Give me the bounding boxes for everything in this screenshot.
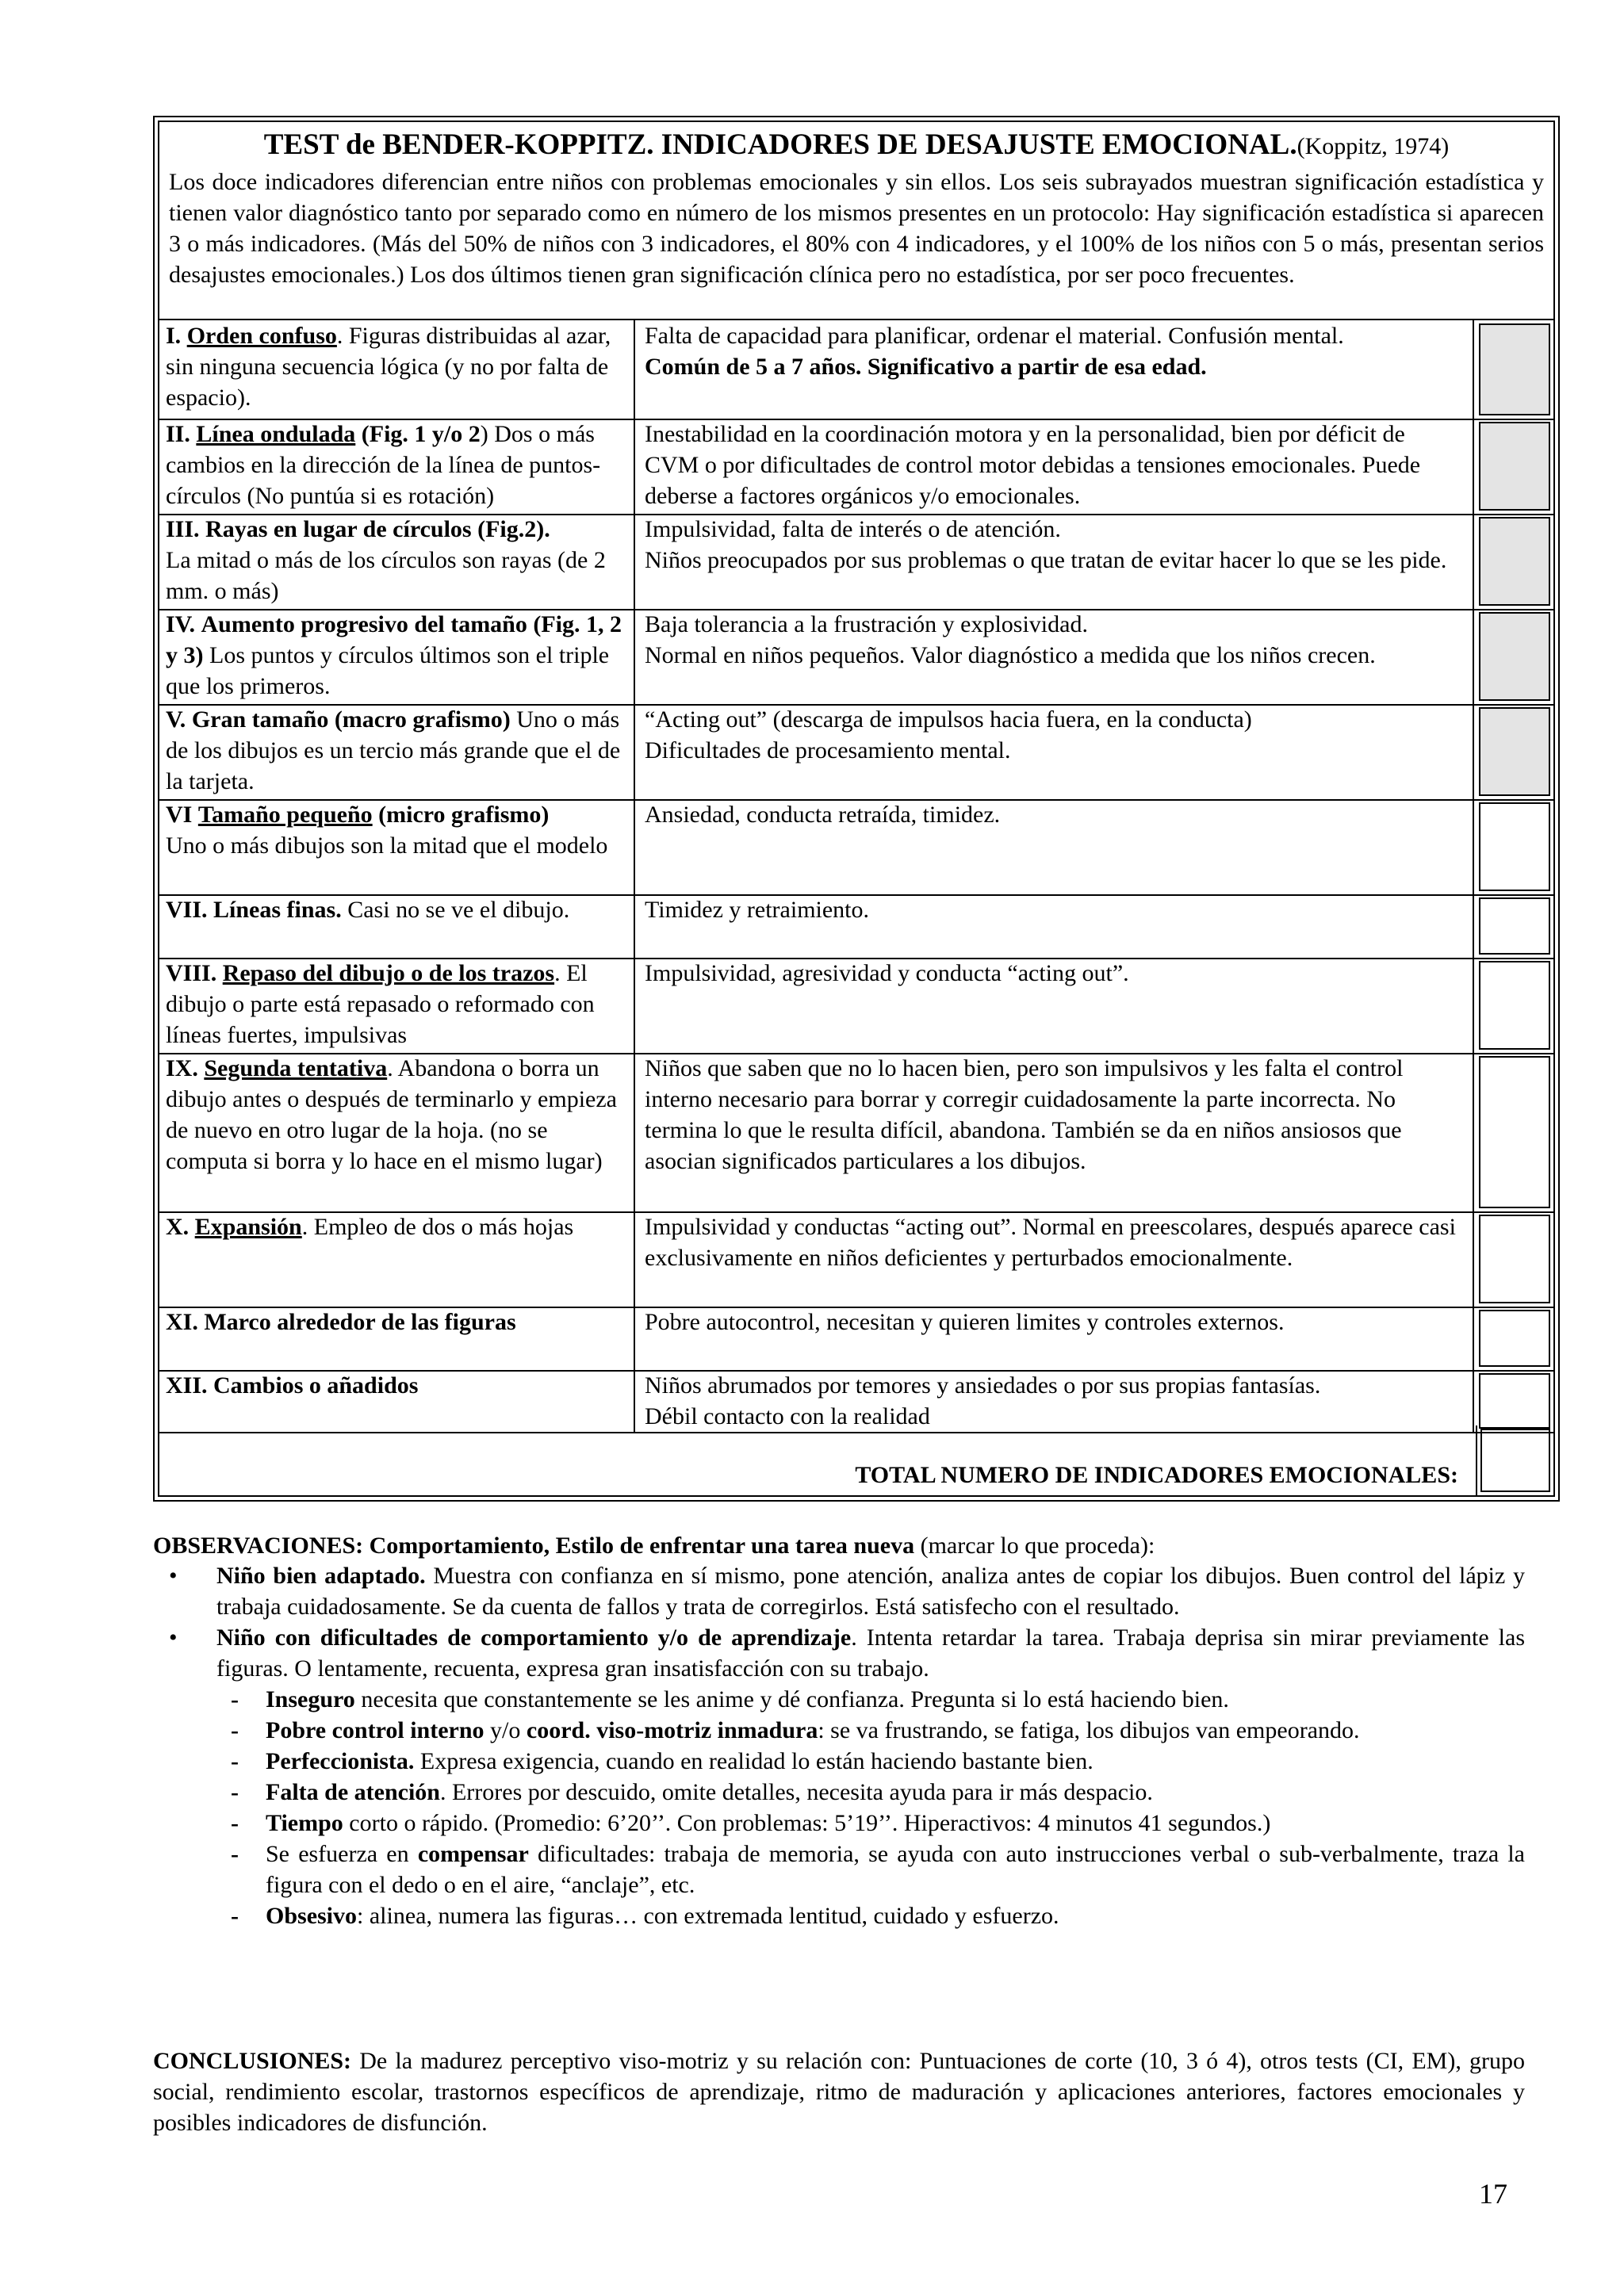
- table-row: [159, 609, 1553, 706]
- score-cell[interactable]: [1476, 799, 1553, 894]
- score-cell[interactable]: [1476, 1370, 1553, 1432]
- table-title: TEST de BENDER-KOPPITZ. INDICADORES DE DESAJUSTE EMOCIONAL.(Koppitz, 1974): [263, 128, 1450, 161]
- table-row: [159, 894, 1553, 959]
- meaning-cell: Falta de capacidad para planificar, ordenar el material. Confusión mental. Común de 5 a 7 años. Significativo a partir de esa edad.: [637, 320, 1474, 419]
- table-row: [159, 1307, 1553, 1372]
- conclusions-paragraph: CONCLUSIONES: De la madurez perceptivo viso-motriz y su relación con: Puntuaciones de corte (10, 3 ó 4), otros tests (CI, EM), grupo social, rendimiento escolar, trastornos específicos de aprendizaje, ritmo de maduración y aplicaciones anteriores, factores emocionales y posibles indicadores de disfunción.: [153, 2048, 1525, 2136]
- table-row: [159, 1370, 1553, 1433]
- sub-list-item: - Falta de atención. Errores por descuido, omite detalles, necesita ayuda para ir más despacio.: [216, 1777, 1525, 1808]
- meaning-cell: Ansiedad, conducta retraída, timidez.: [637, 799, 1474, 894]
- total-row: [159, 1425, 1553, 1495]
- score-cell[interactable]: [1476, 1211, 1553, 1307]
- sub-list: [216, 1684, 1525, 1931]
- indicator-cell: II. Línea ondulada (Fig. 1 y/o 2) Dos o más cambios en la dirección de la línea de puntos-círculos (No puntúa si es rotación): [159, 419, 635, 514]
- indicator-cell: XI. Marco alrededor de las figuras: [159, 1307, 635, 1370]
- score-cell[interactable]: [1476, 419, 1553, 514]
- meaning-cell: Pobre autocontrol, necesitan y quieren limites y controles externos.: [637, 1307, 1474, 1370]
- score-box[interactable]: [1479, 323, 1550, 415]
- observations-list: [153, 1560, 1525, 1931]
- score-cell[interactable]: [1476, 514, 1553, 609]
- meaning-cell: Impulsividad, agresividad y conducta “acting out”.: [637, 958, 1474, 1053]
- sub-list-item: - Inseguro necesita que constantemente se les anime y dé confianza. Pregunta si lo está haciendo bien.: [216, 1684, 1525, 1715]
- sub-list-item: - Tiempo corto o rápido. (Promedio: 6’20’’. Con problemas: 5’19’’. Hiperactivos: 4 minutos 41 segundos.): [216, 1808, 1525, 1839]
- score-box[interactable]: [1479, 802, 1550, 891]
- meaning-cell: Inestabilidad en la coordinación motora y en la personalidad, bien por déficit de CVM o por dificultades de control motor debidas a tensiones emocionales. Puede deberse a factores orgánicos y/o emocionales.: [637, 419, 1474, 514]
- sub-list-item: - Se esfuerza en compensar dificultades: trabaja de memoria, se ayuda con auto instrucciones verbal o sub-verbalmente, traza la figura con el dedo o en el aire, “anclaje”, etc.: [216, 1839, 1525, 1900]
- score-box[interactable]: [1479, 517, 1550, 606]
- total-score-box[interactable]: [1480, 1429, 1550, 1492]
- indicator-cell: V. Gran tamaño (macro grafismo) Uno o más de los dibujos es un tercio más grande que el de la tarjeta.: [159, 704, 635, 799]
- meaning-cell: Niños abrumados por temores y ansiedades o por sus propias fantasías. Débil contacto con la realidad: [637, 1370, 1474, 1432]
- table-header: [159, 122, 1553, 320]
- indicator-cell: I. Orden confuso. Figuras distribuidas al azar, sin ninguna secuencia lógica (y no por falta de espacio).: [159, 320, 635, 419]
- meaning-cell: Timidez y retraimiento.: [637, 894, 1474, 958]
- score-cell[interactable]: [1476, 704, 1553, 799]
- score-box[interactable]: [1479, 897, 1550, 955]
- table-row: [159, 320, 1553, 420]
- score-cell[interactable]: [1476, 1053, 1553, 1211]
- table-row: [159, 958, 1553, 1054]
- indicator-cell: XII. Cambios o añadidos: [159, 1370, 635, 1432]
- score-cell[interactable]: [1476, 609, 1553, 704]
- total-label: TOTAL NUMERO DE INDICADORES EMOCIONALES:: [855, 1462, 1458, 1488]
- indicator-cell: VI Tamaño pequeño (micro grafismo) Uno o más dibujos son la mitad que el modelo: [159, 799, 635, 894]
- score-cell[interactable]: [1476, 894, 1553, 958]
- observations-title: OBSERVACIONES: Comportamiento, Estilo de enfrentar una tarea nueva (marcar lo que proceda):: [153, 1533, 1155, 1559]
- table-row: [159, 799, 1553, 896]
- score-box[interactable]: [1479, 1373, 1550, 1429]
- sub-list-item: - Pobre control interno y/o coord. viso-motriz inmadura: se va frustrando, se fatiga, los dibujos van empeorando.: [216, 1715, 1525, 1746]
- table-row: [159, 1211, 1553, 1308]
- meaning-cell: Impulsividad y conductas “acting out”. Normal en preescolares, después aparece casi exclusivamente en niños deficientes y perturbados emocionalmente.: [637, 1211, 1474, 1307]
- score-box[interactable]: [1479, 422, 1550, 511]
- table-row: [159, 514, 1553, 610]
- indicator-cell: VII. Líneas finas. Casi no se ve el dibujo.: [159, 894, 635, 958]
- score-box[interactable]: [1479, 1310, 1550, 1367]
- indicator-cell: X. Expansión. Empleo de dos o más hojas: [159, 1211, 635, 1307]
- indicator-cell: III. Rayas en lugar de círculos (Fig.2). La mitad o más de los círculos son rayas (de 2 mm. o más): [159, 514, 635, 609]
- list-item: • Niño con dificultades de comportamiento y/o de aprendizaje. Intenta retardar la tarea. Trabaja deprisa sin mirar previamente las figuras. O lentamente, recuenta, expresa gran insatisfacción con su trabajo. - Inseguro necesita que constantemente se les anime y dé confianza. Pregunta si lo está haciendo bien. - Pobre control interno y/o coord. viso-motriz inmadura: se va frustrando, se fatiga, los dibujos van empeorando. - Perfeccionista. Expresa exigencia, cuando en realidad lo están haciendo bastante bien. - Falta de atención. Errores por descuido, omite detalles, necesita ayuda para ir más despacio. - Tiempo corto o rápido. (Promedio: 6’20’’. Con problemas: 5’19’’. Hiperactivos: 4 minutos 41 segundos.) - Se esfuerza en compensar dificultades: trabaja de memoria, se ayuda con auto instrucciones verbal o sub-verbalmente, traza la figura con el dedo o en el aire, “anclaje”, etc. - Obsesivo: alinea, numera las figuras… con extremada lentitud, cuidado y esfuerzo.: [153, 1622, 1525, 1931]
- table-row: [159, 704, 1553, 801]
- meaning-cell: Niños que saben que no lo hacen bien, pero son impulsivos y les falta el control interno necesario para borrar y corregir cuidadosamente la parte incorrecta. No termina lo que le resulta difícil, abandona. También se da en niños ansiosos que asocian significados particulares a los dibujos.: [637, 1053, 1474, 1211]
- score-box[interactable]: [1479, 961, 1550, 1050]
- score-box[interactable]: [1479, 612, 1550, 701]
- intro-paragraph: Los doce indicadores diferencian entre niños con problemas emocionales y sin ellos. Los seis subrayados muestran significación estadística y tienen valor diagnóstico tanto por separado como en número de los mismos presentes en un protocolo: Hay significación estadística si aparecen 3 o más indicadores. (Más del 50% de niños con 3 indicadores, el 80% con 4 indicadores, y el 100% de los niños con 5 o más, presentan serios desajustes emocionales.) Los dos últimos tienen gran significación clínica pero no estadística, por ser poco frecuentes.: [169, 169, 1544, 288]
- table-row: [159, 1053, 1553, 1213]
- sub-list-item: - Obsesivo: alinea, numera las figuras… con extremada lentitud, cuidado y esfuerzo.: [216, 1900, 1525, 1931]
- indicator-cell: IV. Aumento progresivo del tamaño (Fig. 1, 2 y 3) Los puntos y círculos últimos son el triple que los primeros.: [159, 609, 635, 704]
- table-row: [159, 419, 1553, 515]
- meaning-cell: Baja tolerancia a la frustración y explosividad. Normal en niños pequeños. Valor diagnóstico a medida que los niños crecen.: [637, 609, 1474, 704]
- citation: (Koppitz, 1974): [1297, 133, 1450, 159]
- score-cell[interactable]: [1476, 320, 1553, 419]
- total-score-cell[interactable]: [1476, 1425, 1553, 1495]
- indicator-cell: VIII. Repaso del dibujo o de los trazos. El dibujo o parte está repasado o reformado con líneas fuertes, impulsivas: [159, 958, 635, 1053]
- score-box[interactable]: [1479, 707, 1550, 796]
- table-frame: [158, 121, 1555, 1497]
- meaning-cell: “Acting out” (descarga de impulsos hacia fuera, en la conducta) Dificultades de procesamiento mental.: [637, 704, 1474, 799]
- score-cell[interactable]: [1476, 1307, 1553, 1370]
- page-number: 17: [1479, 2178, 1507, 2210]
- list-item: • Niño bien adaptado. Muestra con confianza en sí mismo, pone atención, analiza antes de copiar los dibujos. Buen control del lápiz y trabaja cuidadosamente. Se da cuenta de fallos y trata de corregirlos. Está satisfecho con el resultado.: [153, 1560, 1525, 1622]
- meaning-cell: Impulsividad, falta de interés o de atención. Niños preocupados por sus problemas o que tratan de evitar hacer lo que se les pide.: [637, 514, 1474, 609]
- score-box[interactable]: [1479, 1215, 1550, 1303]
- indicators-table: [153, 116, 1560, 1502]
- score-cell[interactable]: [1476, 958, 1553, 1053]
- score-box[interactable]: [1479, 1056, 1550, 1208]
- sub-list-item: - Perfeccionista. Expresa exigencia, cuando en realidad lo están haciendo bastante bien.: [216, 1746, 1525, 1777]
- indicator-cell: IX. Segunda tentativa. Abandona o borra un dibujo antes o después de terminarlo y empieza de nuevo en otro lugar de la hoja. (no se computa si borra y lo hace en el mismo lugar): [159, 1053, 635, 1211]
